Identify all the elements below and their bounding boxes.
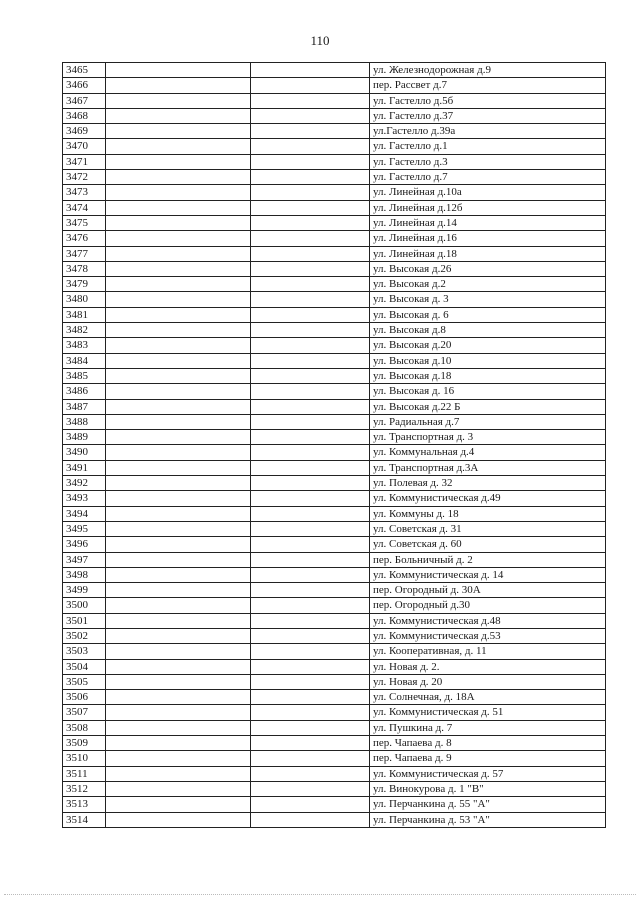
row-address: ул. Коммунистическая д. 57 (370, 766, 606, 781)
row-address: ул. Винокурова д. 1 "В" (370, 781, 606, 796)
empty-cell (251, 598, 370, 613)
empty-cell (106, 185, 251, 200)
table-row (63, 414, 606, 429)
row-number: 3467 (63, 93, 106, 108)
empty-cell (251, 261, 370, 276)
row-address: ул. Гастелло д.37 (370, 108, 606, 123)
empty-cell (251, 812, 370, 827)
table-row (63, 430, 606, 445)
empty-cell (251, 690, 370, 705)
row-address: ул. Линейная д.12б (370, 200, 606, 215)
table-row (63, 736, 606, 751)
row-number: 3495 (63, 521, 106, 536)
empty-cell (106, 154, 251, 169)
row-number: 3512 (63, 781, 106, 796)
table-row (63, 476, 606, 491)
row-number: 3511 (63, 766, 106, 781)
empty-cell (106, 261, 251, 276)
row-address: ул. Пушкина д. 7 (370, 720, 606, 735)
empty-cell (106, 460, 251, 475)
row-address: ул.Гастелло д.39а (370, 124, 606, 139)
empty-cell (106, 781, 251, 796)
empty-cell (106, 598, 251, 613)
empty-cell (106, 338, 251, 353)
row-number: 3476 (63, 231, 106, 246)
table-row (63, 368, 606, 383)
row-number: 3494 (63, 506, 106, 521)
row-address: ул. Высокая д. 16 (370, 384, 606, 399)
row-address: ул. Коммунистическая д.49 (370, 491, 606, 506)
row-address: ул. Высокая д.18 (370, 368, 606, 383)
row-number: 3484 (63, 353, 106, 368)
row-address: пер. Огородный д.30 (370, 598, 606, 613)
empty-cell (251, 445, 370, 460)
row-address: ул. Коммунистическая д.53 (370, 628, 606, 643)
empty-cell (251, 781, 370, 796)
row-address: ул. Транспортная д.3А (370, 460, 606, 475)
row-address: ул. Новая д. 2. (370, 659, 606, 674)
empty-cell (251, 705, 370, 720)
row-address: пер. Чапаева д. 8 (370, 736, 606, 751)
row-number: 3471 (63, 154, 106, 169)
row-number: 3473 (63, 185, 106, 200)
empty-cell (251, 613, 370, 628)
row-number: 3489 (63, 430, 106, 445)
row-number: 3472 (63, 170, 106, 185)
row-number: 3504 (63, 659, 106, 674)
table-row (63, 246, 606, 261)
row-address: ул. Линейная д.16 (370, 231, 606, 246)
empty-cell (251, 124, 370, 139)
row-number: 3468 (63, 108, 106, 123)
empty-cell (251, 292, 370, 307)
empty-cell (251, 307, 370, 322)
empty-cell (106, 277, 251, 292)
table-row (63, 261, 606, 276)
row-number: 3490 (63, 445, 106, 460)
table-row (63, 751, 606, 766)
row-address: ул. Линейная д.10а (370, 185, 606, 200)
row-address: ул. Коммунальная д.4 (370, 445, 606, 460)
empty-cell (251, 414, 370, 429)
empty-cell (251, 323, 370, 338)
row-address: ул. Коммунистическая д.48 (370, 613, 606, 628)
empty-cell (106, 170, 251, 185)
row-number: 3469 (63, 124, 106, 139)
empty-cell (106, 215, 251, 230)
table-row (63, 78, 606, 93)
empty-cell (106, 108, 251, 123)
table-row (63, 124, 606, 139)
empty-cell (251, 628, 370, 643)
row-number: 3503 (63, 644, 106, 659)
table-row (63, 583, 606, 598)
row-number: 3466 (63, 78, 106, 93)
row-address: ул. Солнечная, д. 18А (370, 690, 606, 705)
table-row (63, 231, 606, 246)
empty-cell (251, 720, 370, 735)
row-number: 3487 (63, 399, 106, 414)
row-address: ул. Высокая д. 3 (370, 292, 606, 307)
table-row (63, 338, 606, 353)
empty-cell (251, 384, 370, 399)
row-number: 3470 (63, 139, 106, 154)
row-address: пер. Рассвет д.7 (370, 78, 606, 93)
row-address: ул. Высокая д.2 (370, 277, 606, 292)
empty-cell (106, 797, 251, 812)
table-row (63, 307, 606, 322)
row-number: 3491 (63, 460, 106, 475)
row-number: 3496 (63, 537, 106, 552)
table-row (63, 323, 606, 338)
empty-cell (106, 430, 251, 445)
row-number: 3506 (63, 690, 106, 705)
empty-cell (106, 720, 251, 735)
empty-cell (106, 93, 251, 108)
row-number: 3477 (63, 246, 106, 261)
row-address: ул. Высокая д.8 (370, 323, 606, 338)
row-address: ул. Гастелло д.3 (370, 154, 606, 169)
row-address: ул. Советская д. 60 (370, 537, 606, 552)
empty-cell (251, 659, 370, 674)
row-number: 3502 (63, 628, 106, 643)
table-body (63, 63, 606, 828)
table-row (63, 384, 606, 399)
table-row (63, 108, 606, 123)
empty-cell (106, 521, 251, 536)
empty-cell (251, 567, 370, 582)
row-address: ул. Высокая д.26 (370, 261, 606, 276)
scan-edge-divider (4, 894, 636, 895)
empty-cell (251, 338, 370, 353)
empty-cell (251, 736, 370, 751)
row-address: ул. Гастелло д.7 (370, 170, 606, 185)
row-address: ул. Кооперативная, д. 11 (370, 644, 606, 659)
empty-cell (251, 674, 370, 689)
table-row (63, 506, 606, 521)
table-row (63, 93, 606, 108)
empty-cell (106, 323, 251, 338)
empty-cell (251, 644, 370, 659)
row-address: ул. Линейная д.18 (370, 246, 606, 261)
empty-cell (251, 353, 370, 368)
row-number: 3500 (63, 598, 106, 613)
table-row (63, 63, 606, 78)
table-row (63, 567, 606, 582)
empty-cell (251, 506, 370, 521)
empty-cell (251, 552, 370, 567)
row-address: ул. Коммунистическая д. 14 (370, 567, 606, 582)
table-row (63, 644, 606, 659)
empty-cell (106, 368, 251, 383)
empty-cell (251, 751, 370, 766)
row-number: 3507 (63, 705, 106, 720)
empty-cell (251, 491, 370, 506)
empty-cell (106, 705, 251, 720)
empty-cell (106, 399, 251, 414)
table-row (63, 460, 606, 475)
row-address: ул. Радиальная д.7 (370, 414, 606, 429)
empty-cell (106, 491, 251, 506)
empty-cell (106, 200, 251, 215)
row-number: 3493 (63, 491, 106, 506)
empty-cell (106, 537, 251, 552)
empty-cell (106, 567, 251, 582)
empty-cell (251, 200, 370, 215)
row-address: ул. Высокая д. 6 (370, 307, 606, 322)
table-row (63, 659, 606, 674)
empty-cell (106, 644, 251, 659)
empty-cell (106, 506, 251, 521)
row-address: ул. Советская д. 31 (370, 521, 606, 536)
empty-cell (251, 537, 370, 552)
row-address: ул. Перчанкина д. 53 "А" (370, 812, 606, 827)
empty-cell (106, 766, 251, 781)
row-number: 3482 (63, 323, 106, 338)
empty-cell (251, 139, 370, 154)
empty-cell (106, 445, 251, 460)
empty-cell (251, 766, 370, 781)
row-address: пер. Больничный д. 2 (370, 552, 606, 567)
table-row (63, 766, 606, 781)
table-row (63, 170, 606, 185)
table-row (63, 674, 606, 689)
empty-cell (251, 476, 370, 491)
row-number: 3481 (63, 307, 106, 322)
empty-cell (106, 78, 251, 93)
empty-cell (106, 674, 251, 689)
table-row (63, 705, 606, 720)
table-row (63, 154, 606, 169)
row-number: 3513 (63, 797, 106, 812)
row-address: пер. Чапаева д. 9 (370, 751, 606, 766)
table-row (63, 491, 606, 506)
empty-cell (251, 63, 370, 78)
empty-cell (106, 353, 251, 368)
row-number: 3478 (63, 261, 106, 276)
empty-cell (251, 583, 370, 598)
table-row (63, 399, 606, 414)
empty-cell (106, 63, 251, 78)
row-address: ул. Гастелло д.5б (370, 93, 606, 108)
empty-cell (251, 521, 370, 536)
row-number: 3514 (63, 812, 106, 827)
row-number: 3499 (63, 583, 106, 598)
empty-cell (106, 124, 251, 139)
row-number: 3509 (63, 736, 106, 751)
row-address: ул. Линейная д.14 (370, 215, 606, 230)
row-number: 3508 (63, 720, 106, 735)
page-number: 110 (310, 33, 330, 48)
empty-cell (106, 812, 251, 827)
empty-cell (251, 154, 370, 169)
row-address: ул. Высокая д.22 Б (370, 399, 606, 414)
row-number: 3505 (63, 674, 106, 689)
table-row (63, 690, 606, 705)
row-number: 3485 (63, 368, 106, 383)
row-address: ул. Гастелло д.1 (370, 139, 606, 154)
row-address: ул. Новая д. 20 (370, 674, 606, 689)
empty-cell (106, 552, 251, 567)
table-row (63, 200, 606, 215)
address-table (62, 62, 606, 828)
row-number: 3483 (63, 338, 106, 353)
empty-cell (106, 690, 251, 705)
table-row (63, 797, 606, 812)
empty-cell (106, 414, 251, 429)
empty-cell (251, 231, 370, 246)
row-address: ул. Перчанкина д. 55 "А" (370, 797, 606, 812)
table-row (63, 521, 606, 536)
row-number: 3497 (63, 552, 106, 567)
table-row (63, 598, 606, 613)
empty-cell (106, 384, 251, 399)
table-row (63, 277, 606, 292)
row-address: пер. Огородный д. 30А (370, 583, 606, 598)
empty-cell (251, 170, 370, 185)
row-address: ул. Железнодорожная д.9 (370, 63, 606, 78)
empty-cell (106, 751, 251, 766)
table-row (63, 628, 606, 643)
empty-cell (106, 628, 251, 643)
empty-cell (106, 613, 251, 628)
table-row (63, 185, 606, 200)
empty-cell (251, 430, 370, 445)
empty-cell (251, 277, 370, 292)
row-number: 3492 (63, 476, 106, 491)
row-number: 3486 (63, 384, 106, 399)
empty-cell (106, 736, 251, 751)
table-row (63, 353, 606, 368)
empty-cell (251, 460, 370, 475)
table-row (63, 215, 606, 230)
table-row (63, 139, 606, 154)
row-number: 3479 (63, 277, 106, 292)
table-row (63, 781, 606, 796)
empty-cell (106, 292, 251, 307)
empty-cell (106, 476, 251, 491)
empty-cell (251, 368, 370, 383)
empty-cell (106, 659, 251, 674)
row-number: 3480 (63, 292, 106, 307)
table-row (63, 552, 606, 567)
empty-cell (251, 246, 370, 261)
row-number: 3498 (63, 567, 106, 582)
empty-cell (251, 797, 370, 812)
table-row (63, 537, 606, 552)
row-address: ул. Транспортная д. 3 (370, 430, 606, 445)
table-row (63, 292, 606, 307)
empty-cell (106, 307, 251, 322)
table-row (63, 445, 606, 460)
row-number: 3475 (63, 215, 106, 230)
empty-cell (251, 399, 370, 414)
table-row (63, 613, 606, 628)
table-row (63, 720, 606, 735)
empty-cell (251, 108, 370, 123)
empty-cell (251, 215, 370, 230)
row-number: 3510 (63, 751, 106, 766)
row-address: ул. Коммуны д. 18 (370, 506, 606, 521)
empty-cell (251, 93, 370, 108)
empty-cell (106, 583, 251, 598)
row-address: ул. Полевая д. 32 (370, 476, 606, 491)
row-number: 3474 (63, 200, 106, 215)
row-number: 3501 (63, 613, 106, 628)
empty-cell (251, 78, 370, 93)
row-number: 3488 (63, 414, 106, 429)
table-row (63, 812, 606, 827)
empty-cell (106, 139, 251, 154)
row-address: ул. Высокая д.10 (370, 353, 606, 368)
row-address: ул. Высокая д.20 (370, 338, 606, 353)
empty-cell (251, 185, 370, 200)
row-number: 3465 (63, 63, 106, 78)
empty-cell (106, 246, 251, 261)
empty-cell (106, 231, 251, 246)
row-address: ул. Коммунистическая д. 51 (370, 705, 606, 720)
